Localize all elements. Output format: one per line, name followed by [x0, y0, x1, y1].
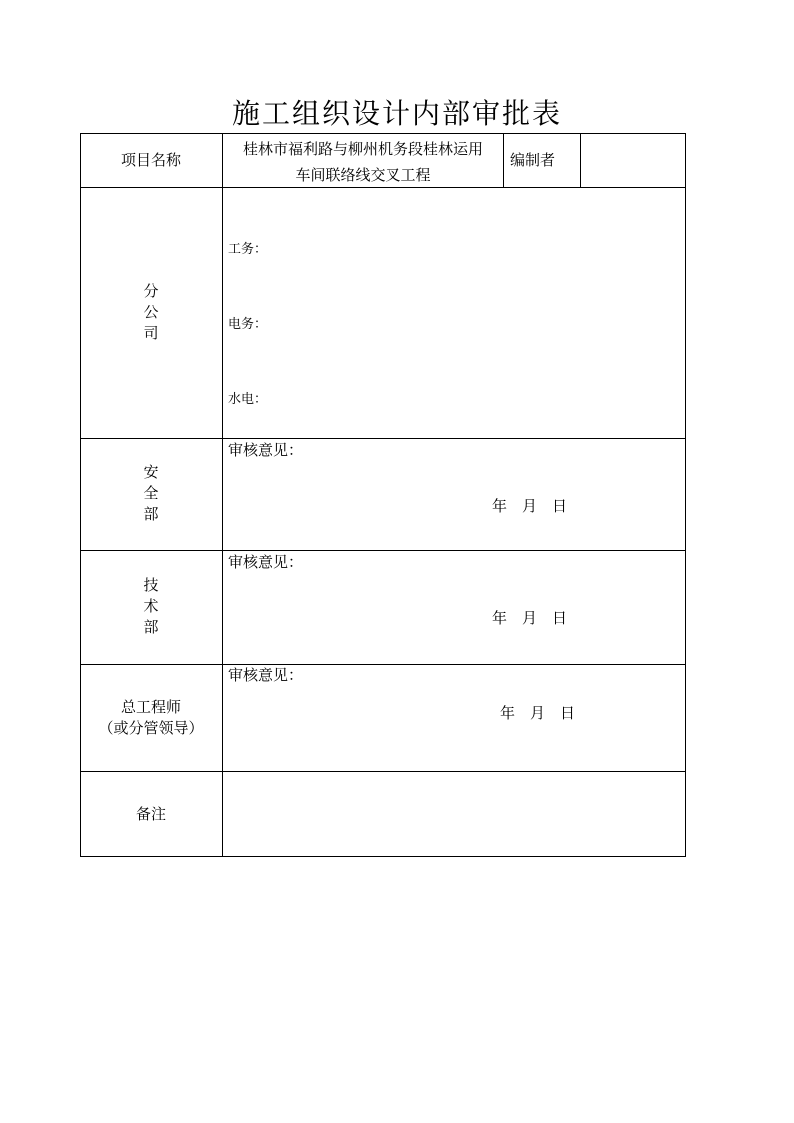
tech-label-char: 部	[143, 618, 159, 636]
approval-form-table	[80, 133, 686, 857]
project-name-label: 项目名称	[120, 151, 181, 169]
tech-opinion-label: 审核意见：	[228, 553, 304, 571]
branch-field-signal: 电务：	[228, 317, 268, 332]
branch-field-track: 工务：	[228, 242, 268, 257]
chief-opinion-label: 审核意见：	[228, 666, 304, 684]
row-divider-tech	[80, 664, 686, 665]
chief-label-line2: （或分管领导）	[98, 719, 204, 737]
row-divider-chief	[80, 771, 686, 772]
safety-label	[80, 462, 222, 525]
remark-label: 备注	[135, 805, 166, 823]
row-divider-safety	[80, 550, 686, 551]
page-title: 施工组织设计内部审批表	[231, 97, 562, 130]
tech-label	[80, 575, 222, 638]
branch-label-char: 司	[143, 324, 159, 342]
chief-date: 年 月 日	[500, 704, 576, 722]
table-border-bottom	[80, 856, 686, 857]
tech-label-char: 术	[143, 597, 159, 615]
table-border-top	[80, 133, 686, 134]
branch-field-utility: 水电：	[228, 392, 268, 407]
branch-label	[80, 281, 222, 344]
editor-label: 编制者	[510, 151, 556, 169]
branch-label-char: 公	[143, 303, 159, 321]
chief-label-line1: 总工程师	[120, 698, 181, 716]
project-name-value-line1: 桂林市福利路与柳州机务段桂林运用	[242, 140, 483, 158]
table-border-right	[685, 133, 686, 857]
row-divider-project	[80, 187, 686, 188]
branch-label-char: 分	[143, 282, 159, 300]
safety-date: 年 月 日	[492, 497, 568, 515]
project-name-value-line2: 车间联络线交叉工程	[295, 166, 431, 184]
tech-date: 年 月 日	[492, 609, 568, 627]
row-divider-branch	[80, 438, 686, 439]
safety-opinion-label: 审核意见：	[228, 441, 304, 459]
column-divider-label	[222, 133, 223, 857]
column-divider-editor-left	[503, 133, 504, 188]
tech-label-char: 技	[143, 576, 159, 594]
column-divider-editor-right	[580, 133, 581, 188]
safety-label-char: 部	[143, 505, 159, 523]
safety-label-char: 全	[143, 484, 159, 502]
safety-label-char: 安	[143, 463, 159, 481]
